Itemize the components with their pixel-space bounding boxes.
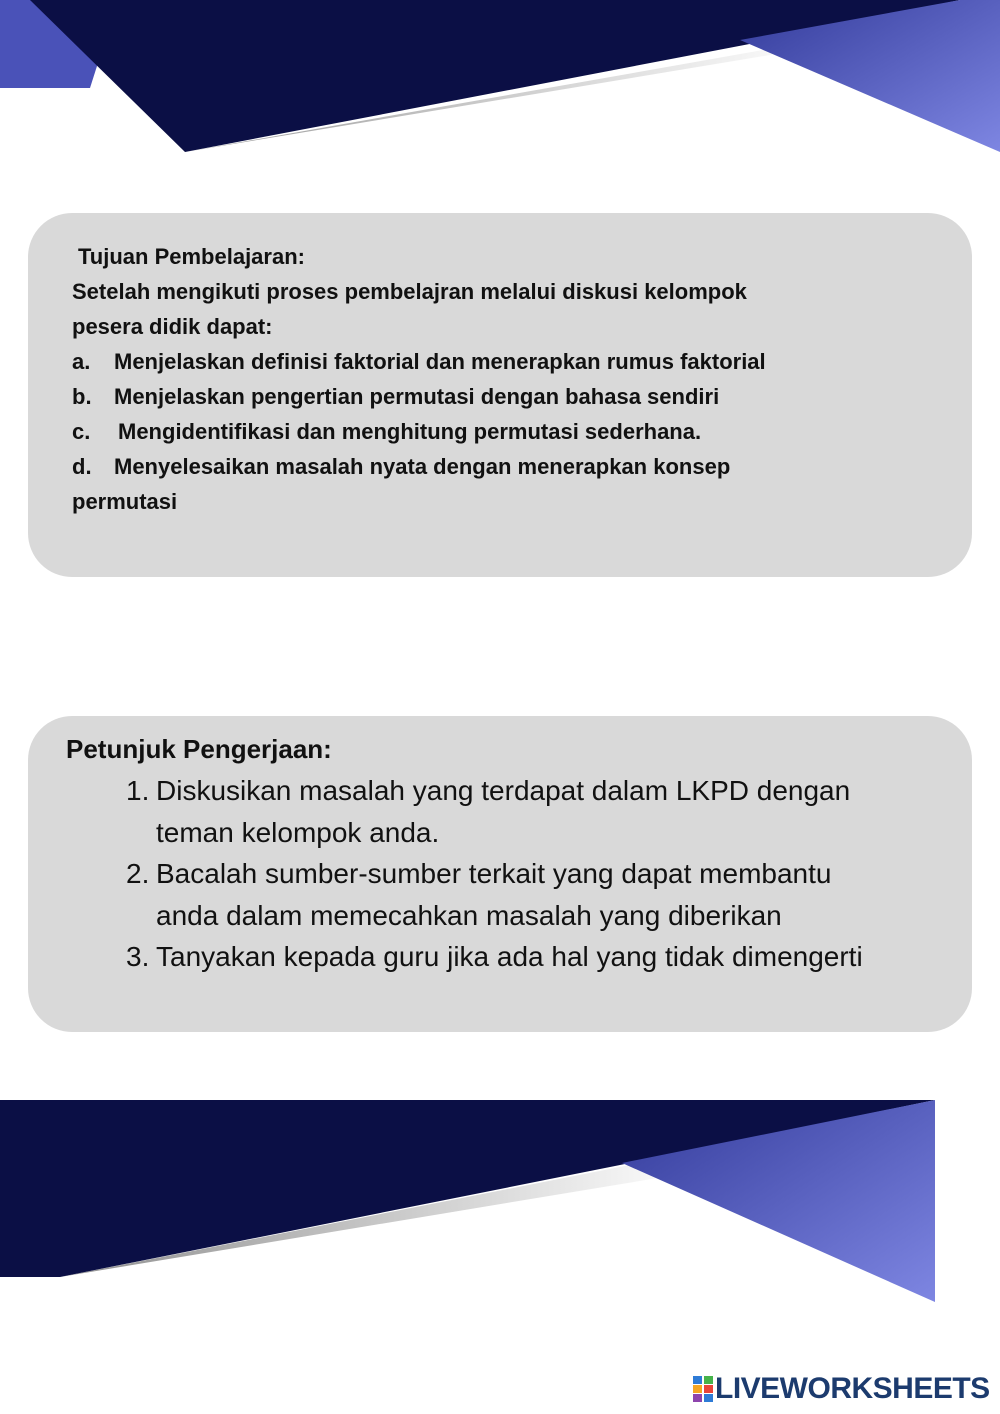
- learning-goals-list: [72, 344, 932, 519]
- liveworksheets-logo: [693, 1372, 990, 1406]
- instruction-line: Tanyakan kepada guru jika ada hal yang tidak dimengerti: [156, 941, 863, 972]
- instruction-number: 3.: [126, 941, 150, 972]
- goal-letter: d.: [72, 454, 92, 479]
- learning-goals-title: Tujuan Pembelajaran:: [78, 244, 305, 269]
- goal-letter: a.: [72, 349, 91, 374]
- learning-goals-intro-line-2: pesera didik dapat:: [72, 314, 273, 339]
- instruction-text: [156, 770, 850, 853]
- liveworksheets-logo-text: LIVEWORKSHEETS: [715, 1372, 990, 1405]
- learning-goal-item-d: [72, 449, 932, 484]
- goal-text: Mengidentifikasi dan menghitung permutasi sederhana.: [118, 419, 702, 444]
- learning-goal-item-d-continuation: [72, 484, 932, 519]
- instruction-line: anda dalam memecahkan masalah yang diberikan: [156, 899, 782, 931]
- work-instructions-card: [28, 716, 972, 1032]
- work-instructions-title: Petunjuk Pengerjaan:: [66, 734, 332, 764]
- learning-goals-card: [28, 213, 972, 577]
- liveworksheets-icon: [693, 1376, 713, 1402]
- bottom-decorative-banner: [0, 1095, 1000, 1310]
- goal-text: Menyelesaikan masalah nyata dengan menerapkan konsep: [114, 454, 731, 479]
- instruction-text: [156, 936, 863, 978]
- goal-text: Menjelaskan definisi faktorial dan menerapkan rumus faktorial: [114, 349, 766, 374]
- learning-goal-item-a: [72, 344, 932, 379]
- goal-letter: c.: [72, 419, 91, 444]
- work-instructions-list: [66, 770, 932, 978]
- goal-letter: b.: [72, 384, 92, 409]
- instruction-number: 1.: [126, 775, 150, 806]
- instruction-number: 2.: [126, 858, 150, 889]
- top-decorative-banner: [0, 0, 1000, 160]
- goal-text: Menjelaskan pengertian permutasi dengan bahasa sendiri: [114, 384, 720, 409]
- instruction-item-3: [126, 936, 932, 978]
- instruction-item-2: [126, 853, 932, 936]
- instruction-line: Diskusikan masalah yang terdapat dalam LKPD dengan: [156, 775, 851, 806]
- instruction-item-1: [126, 770, 932, 853]
- goal-text-continuation: permutasi: [72, 489, 178, 514]
- learning-goal-item-b: [72, 379, 932, 414]
- instruction-line: teman kelompok anda.: [156, 816, 440, 848]
- instruction-line: Bacalah sumber-sumber terkait yang dapat membantu: [156, 858, 832, 889]
- learning-goal-item-c: [72, 414, 932, 449]
- learning-goals-intro-line-1: Setelah mengikuti proses pembelajran melalui diskusi kelompok: [72, 279, 747, 304]
- instruction-text: [156, 853, 831, 936]
